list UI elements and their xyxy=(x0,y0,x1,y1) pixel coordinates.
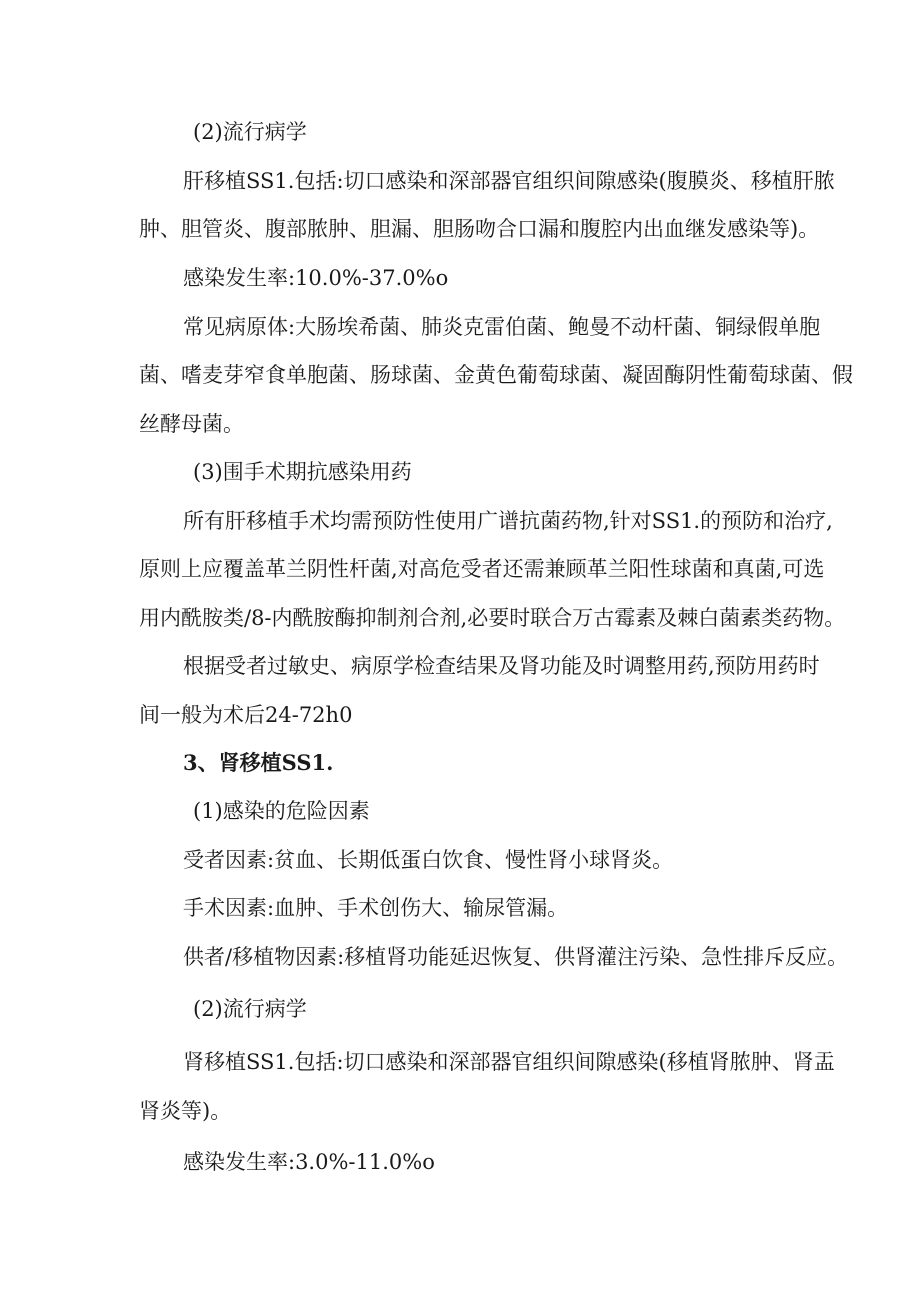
subheading-liver-perioperative: (3)围手术期抗感染用药 xyxy=(193,460,412,484)
paragraph-line: 感染发生率:3.0%-11.0%o xyxy=(183,1150,435,1174)
subheading-kidney-epidemiology: (2)流行病学 xyxy=(193,997,307,1021)
paragraph-line: 肾炎等)。 xyxy=(139,1099,232,1123)
paragraph-line: 间一般为术后24-72h0 xyxy=(139,703,353,727)
paragraph-line: 供者/移植物因素:移植肾功能延迟恢复、供肾灌注污染、急性排斥反应。 xyxy=(183,945,849,969)
paragraph-line: 感染发生率:10.0%-37.0%o xyxy=(183,266,449,290)
paragraph-line: 用内酰胺类/8-内酰胺酶抑制剂合剂,必要时联合万古霉素及棘白菌素类药物。 xyxy=(139,606,846,630)
section-heading-kidney: 3、肾移植SS1. xyxy=(183,750,334,775)
subheading-kidney-risk: (1)感染的危险因素 xyxy=(193,799,370,823)
paragraph-line: 肾移植SS1.包括:切口感染和深部器官组织间隙感染(移植肾脓肿、肾盂 xyxy=(183,1050,835,1074)
paragraph-line: 菌、嗜麦芽窄食单胞菌、肠球菌、金黄色葡萄球菌、凝固酶阴性葡萄球菌、假 xyxy=(139,363,853,387)
paragraph-line: 手术因素:血肿、手术创伤大、输尿管漏。 xyxy=(183,896,569,920)
subheading-liver-epidemiology: (2)流行病学 xyxy=(193,120,307,144)
paragraph-line: 原则上应覆盖革兰阴性杆菌,对高危受者还需兼顾革兰阳性球菌和真菌,可选 xyxy=(139,557,825,581)
paragraph-line: 肿、胆管炎、腹部脓肿、胆漏、胆肠吻合口漏和腹腔内出血继发感染等)。 xyxy=(139,217,820,241)
paragraph-line: 肝移植SS1.包括:切口感染和深部器官组织间隙感染(腹膜炎、移植肝脓 xyxy=(183,169,835,193)
paragraph-line: 受者因素:贫血、长期低蛋白饮食、慢性肾小球肾炎。 xyxy=(183,848,674,872)
paragraph-line: 丝酵母菌。 xyxy=(139,412,244,436)
paragraph-line: 所有肝移植手术均需预防性使用广谱抗菌药物,针对SS1.的预防和治疗, xyxy=(183,509,833,533)
paragraph-line: 常见病原体:大肠埃希菌、肺炎克雷伯菌、鲍曼不动杆菌、铜绿假单胞 xyxy=(183,315,821,339)
paragraph-line: 根据受者过敏史、病原学检查结果及肾功能及时调整用药,预防用药时 xyxy=(183,654,820,678)
